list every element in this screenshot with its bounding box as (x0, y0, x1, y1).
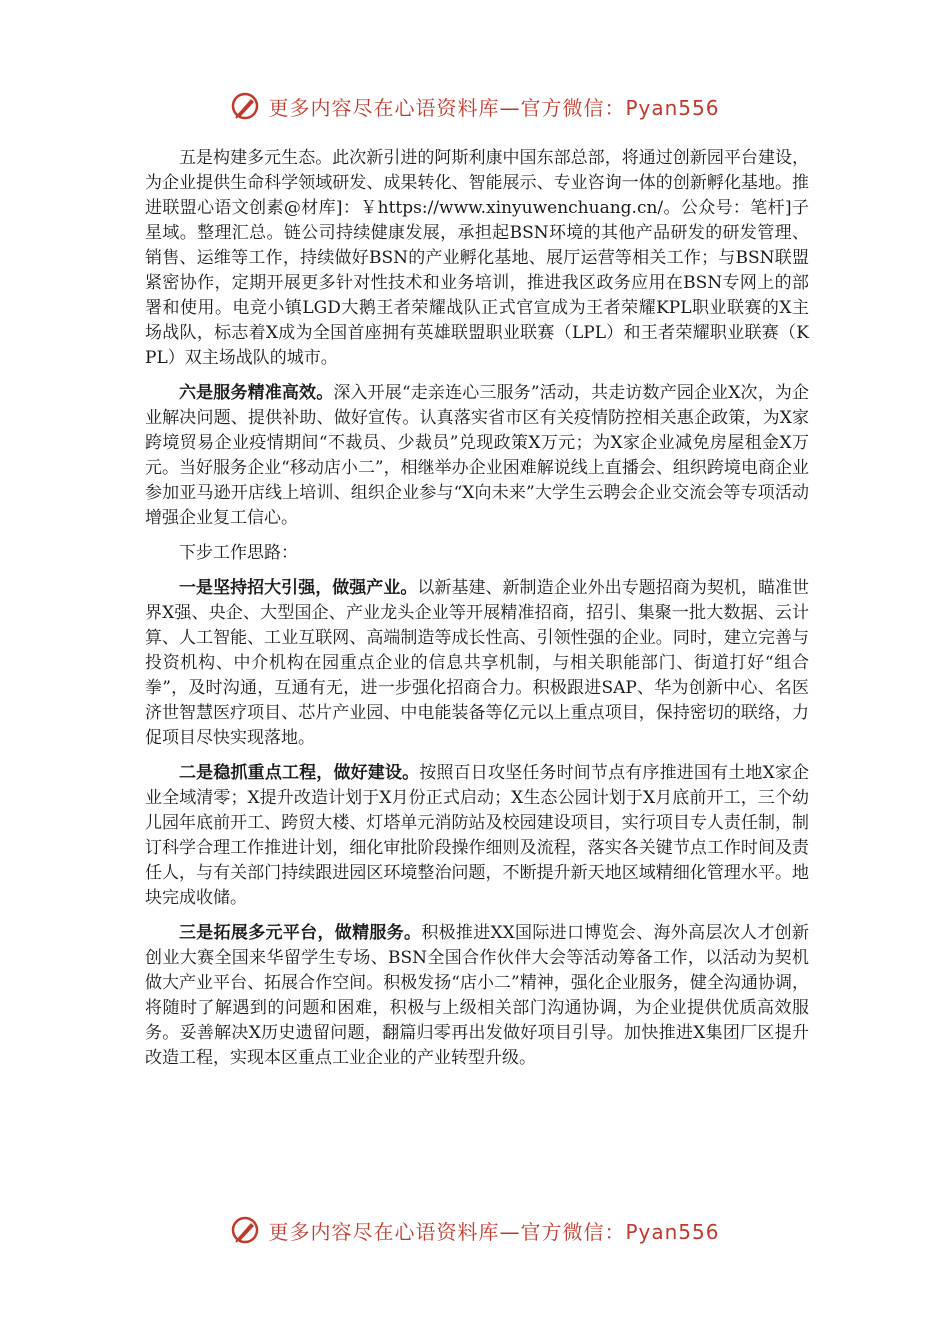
paragraph-investment (145, 576, 809, 751)
paragraph-text: 积极推进XX国际进口博览会、海外高层次人才创新创业大赛全国来华留学生专场、BSN全国合作伙伴大会等活动筹备工作，以活动为契机做大产业平台、拓展合作空间。积极发扬“店小二”精神，强化企业服务，健全沟通协调，将随时了解遇到的问题和困难，积极与上级相关部门沟通协调，为企业提供优质高效服务。妥善解决X历史遗留问题，翻篇归零再出发做好项目引导。加快推进X集团厂区提升改造工程，实现本区重点工业企业的产业转型升级。 (145, 923, 809, 1068)
paragraph-lead: 二是稳抓重点工程，做好建设。 (179, 763, 420, 783)
paragraph-key-projects (145, 761, 809, 911)
paragraph-next-steps-heading (145, 541, 809, 566)
header-watermark-banner (0, 86, 950, 126)
watermark-text: 更多内容尽在心语资料库—官方微信：Pyan556 (268, 1219, 720, 1244)
paragraph-text: 下步工作思路： (179, 543, 298, 563)
paragraph-lead: 六是服务精准高效。 (179, 383, 334, 403)
paragraph-service (145, 381, 809, 531)
watermark-text: 更多内容尽在心语资料库—官方微信：Pyan556 (268, 95, 720, 120)
pen-circle-logo-icon (230, 91, 260, 121)
paragraph-lead: 三是拓展多元平台，做精服务。 (179, 923, 422, 943)
paragraph-text: 按照百日攻坚任务时间节点有序推进国有土地X家企业全域清零；X提升改造计划于X月份正式启动；X生态公园计划于X月底前开工，三个幼儿园年底前开工、跨贸大楼、灯塔单元消防站及校园建设项目，实行项目专人责任制，制订科学合理工作推进计划，细化审批阶段操作细则及流程，落实各关键节点工作时间及责任人，与有关部门持续跟进园区环境整治问题，不断提升新天地区域精细化管理水平。地块完成收储。 (145, 763, 809, 908)
footer-watermark-banner (0, 1210, 950, 1250)
paragraph-platforms (145, 921, 809, 1071)
paragraph-text: 深入开展“走亲连心三服务”活动，共走访数产园企业X次，为企业解决问题、提供补助、做好宣传。认真落实省市区有关疫情防控相关惠企政策，为X家跨境贸易企业疫情期间“不裁员、少裁员”兑现政策X万元；为X家企业减免房屋租金X万元。当好服务企业“移动店小二”，相继举办企业困难解说线上直播会、组织跨境电商企业参加亚马逊开店线上培训、组织企业参与“X向未来”大学生云聘会企业交流会等专项活动增强企业复工信心。 (145, 383, 810, 528)
paragraph-ecosystem (145, 146, 809, 371)
paragraph-lead: 一是坚持招大引强，做强产业。 (179, 578, 418, 598)
document-body (145, 146, 809, 1081)
paragraph-text: 以新基建、新制造企业外出专题招商为契机，瞄准世界X强、央企、大型国企、产业龙头企业等开展精准招商，招引、集聚一批大数据、云计算、人工智能、工业互联网、高端制造等成长性高、引领性强的企业。同时，建立完善与投资机构、中介机构在园重点企业的信息共享机制，与相关职能部门、街道打好“组合拳”，及时沟通，互通有无，进一步强化招商合力。积极跟进SAP、华为创新中心、名医济世智慧医疗项目、芯片产业园、中电能装备等亿元以上重点项目，保持密切的联络，力促项目尽快实现落地。 (145, 578, 810, 748)
paragraph-text: 五是构建多元生态。此次新引进的阿斯利康中国东部总部，将通过创新园平台建设，为企业提供生命科学领域研发、成果转化、智能展示、专业咨询一体的创新孵化基地。推进联盟心语文创素@材库]：￥https://www.xinyuwenchuang.cn/。公众号：笔杆]子星域。整理汇总。链公司持续健康发展，承担起BSN环境的其他产品研发的研发管理、销售、运维等工作，持续做好BSN的产业孵化基地、展厅运营等相关工作；与BSN联盟紧密协作，定期开展更多针对性技术和业务培训，推进我区政务应用在BSN专网上的部署和使用。电竞小镇LGD大鹅王者荣耀战队正式官宣成为王者荣耀KPL职业联赛的X主场战队，标志着X成为全国首座拥有英雄联盟职业联赛（LPL）和王者荣耀职业联赛（KPL）双主场战队的城市。 (145, 148, 809, 368)
pen-circle-logo-icon (230, 1215, 260, 1245)
